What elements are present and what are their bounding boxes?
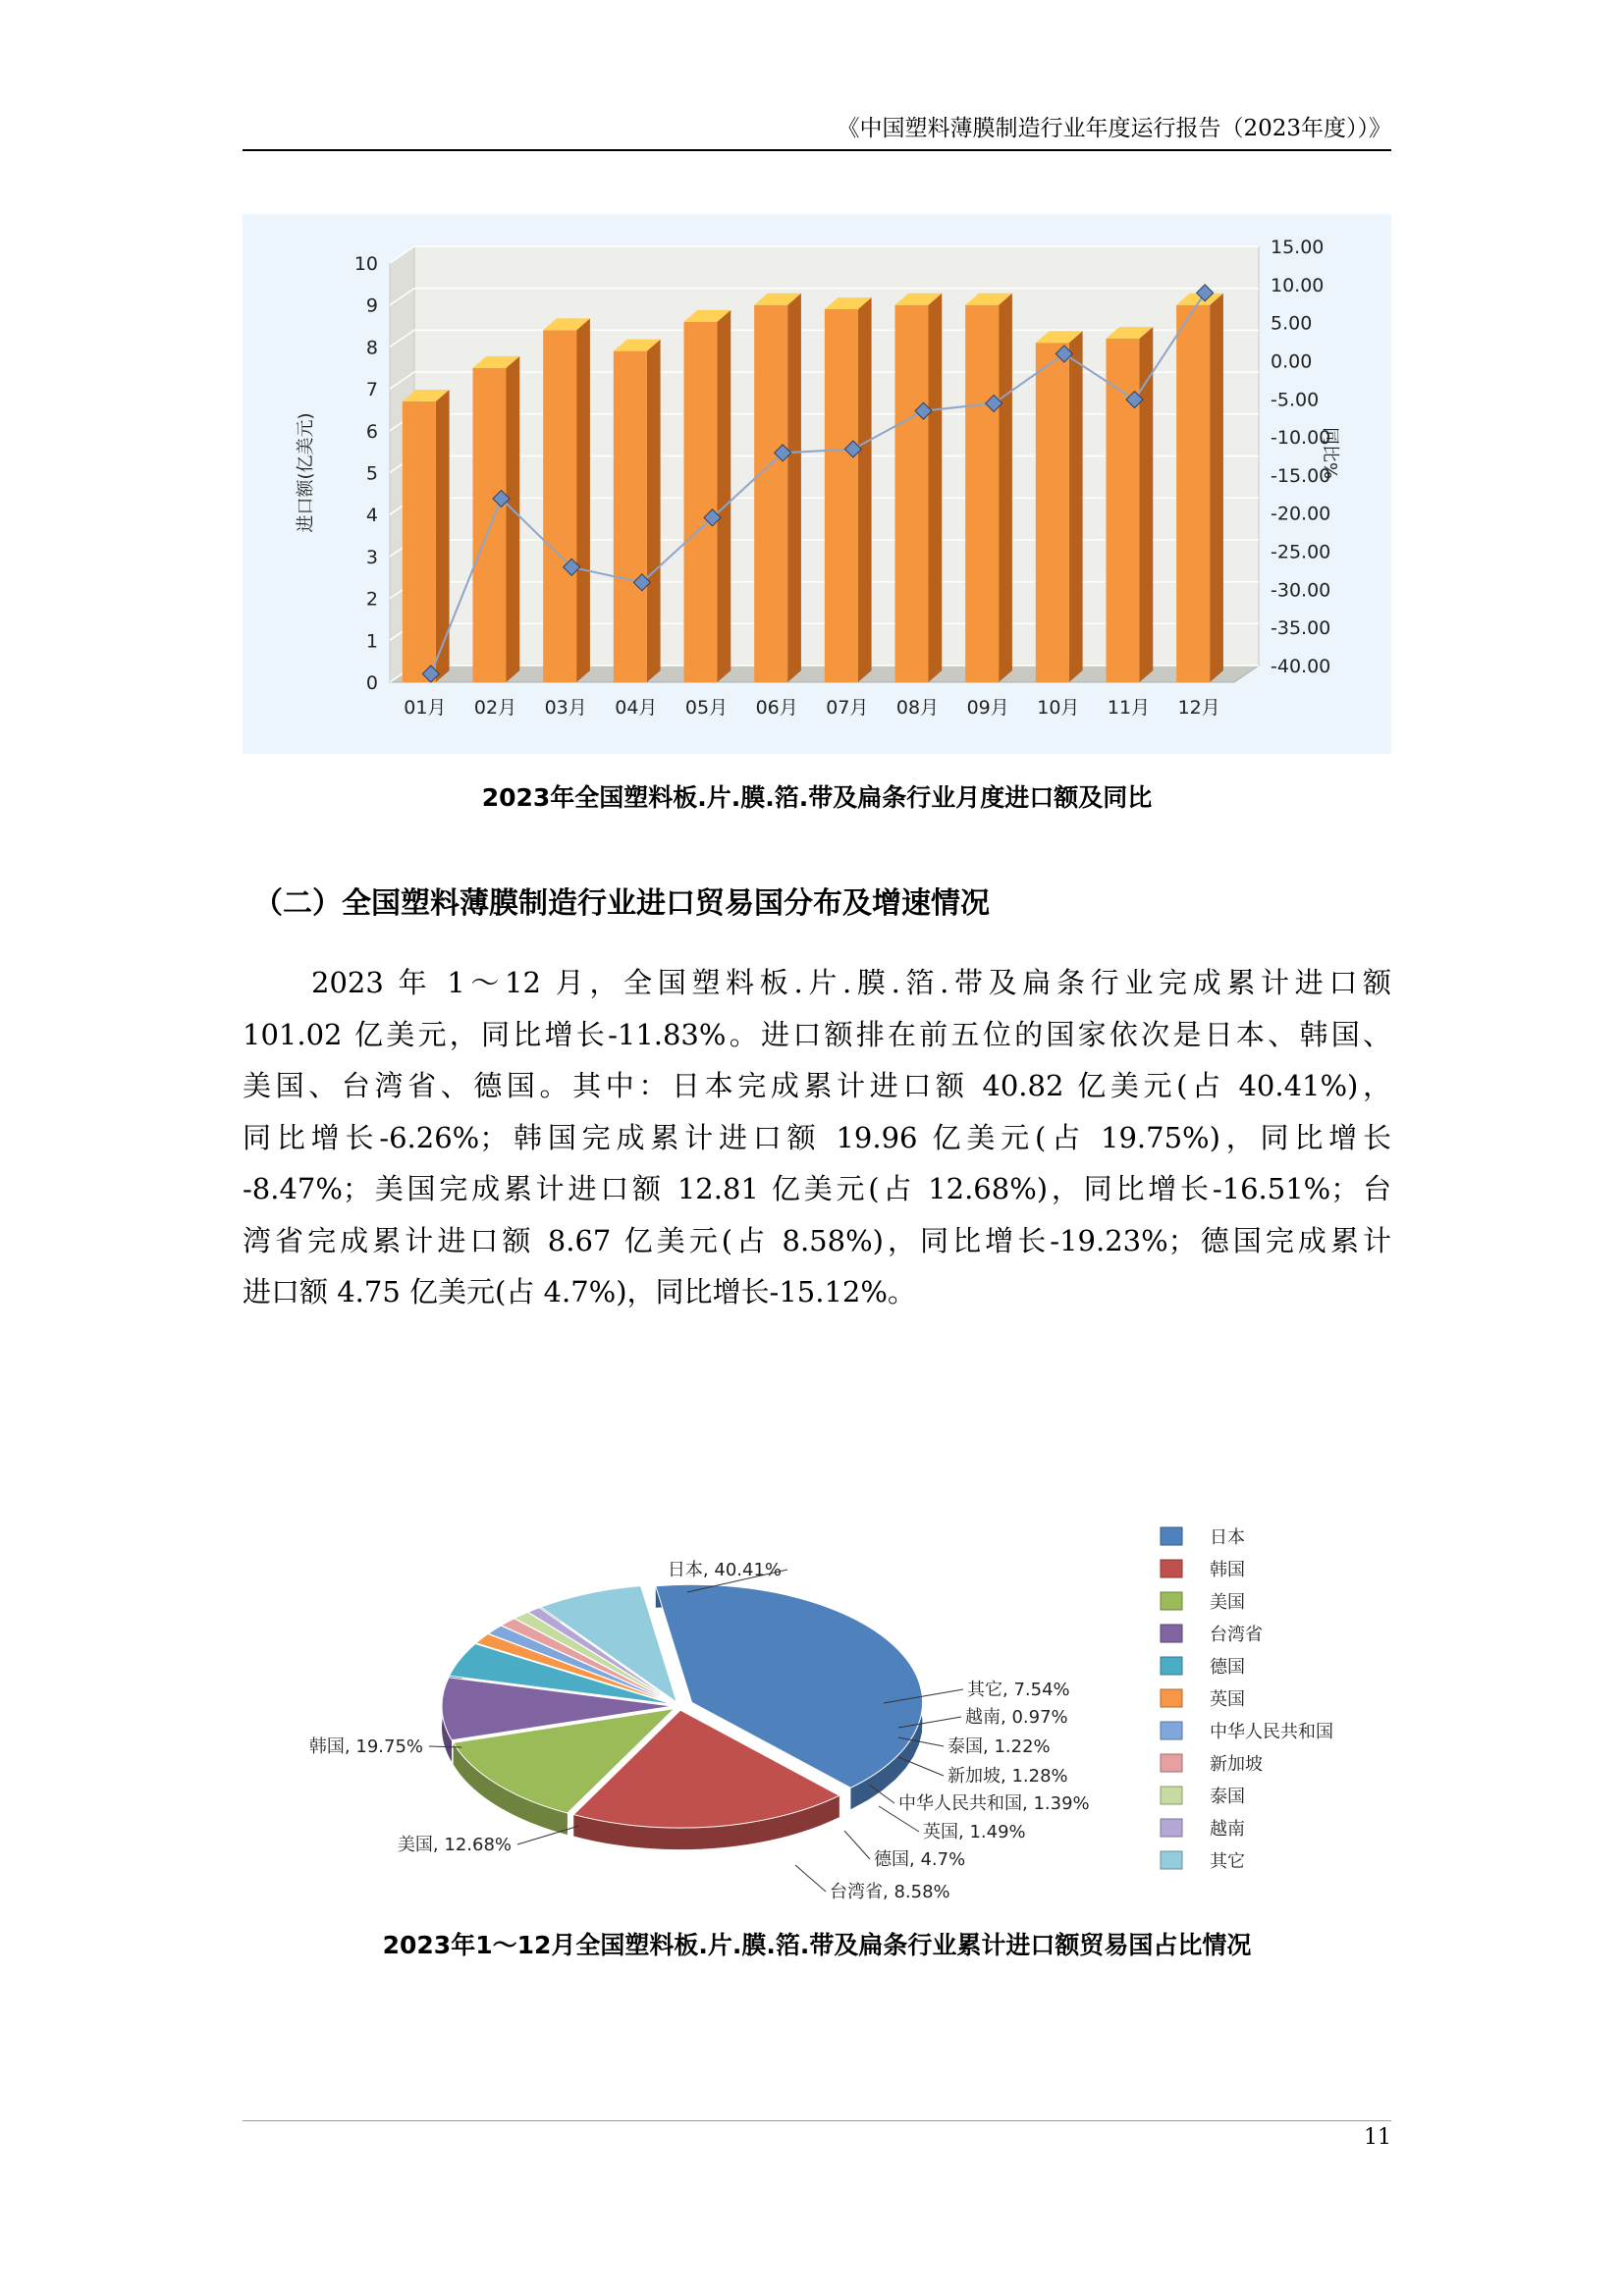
bar <box>1107 327 1154 682</box>
x-tick-label: 12月 <box>1177 697 1220 719</box>
legend-label: 英国 <box>1210 1689 1245 1710</box>
bar <box>403 390 450 682</box>
y-right-tick-label: -25.00 <box>1271 541 1331 563</box>
x-tick-label: 09月 <box>966 697 1009 719</box>
slice-label: 德国, 4.7% <box>874 1849 966 1870</box>
y-right-tick-label: 15.00 <box>1271 237 1325 258</box>
bar-side <box>576 318 590 682</box>
paragraph-line: -8.47%；美国完成累计进口额 12.81 亿美元(占 12.68%)，同比增长-16.51%；台 <box>243 1172 1391 1205</box>
bar-front <box>1107 339 1140 682</box>
y-tick-label: 4 <box>365 505 378 527</box>
slice-label: 越南, 0.97% <box>965 1707 1068 1728</box>
paragraph-line: 湾省完成累计进口额 8.67 亿美元(占 8.58%)，同比增长-19.23%；德国完成累计 <box>243 1223 1391 1257</box>
y-tick-label: 6 <box>365 420 378 443</box>
footer-rule <box>243 2120 1391 2121</box>
x-tick-label: 07月 <box>826 697 869 719</box>
slice-label: 其它, 7.54% <box>967 1680 1070 1700</box>
legend-swatch <box>1161 1819 1182 1837</box>
header-rule <box>243 149 1391 151</box>
legend-label: 新加坡 <box>1210 1754 1263 1775</box>
legend-label: 泰国 <box>1210 1787 1245 1807</box>
slice-label: 新加坡, 1.28% <box>947 1766 1068 1787</box>
y-right-tick-label: -15.00 <box>1271 464 1331 487</box>
bar <box>543 318 590 682</box>
bar-front <box>754 305 787 682</box>
bar <box>473 356 520 682</box>
y-right-tick-label: -40.00 <box>1271 656 1331 677</box>
bar-side <box>507 356 520 682</box>
bar <box>754 294 801 682</box>
bar-front <box>1036 343 1069 682</box>
y-tick-label: 10 <box>353 253 378 275</box>
bar-front <box>1176 305 1210 682</box>
legend-label: 其它 <box>1210 1851 1245 1872</box>
legend-swatch <box>1161 1787 1182 1804</box>
x-tick-label: 05月 <box>684 697 729 719</box>
legend-label: 美国 <box>1210 1592 1245 1613</box>
legend-label: 越南 <box>1210 1819 1245 1840</box>
x-tick-label: 01月 <box>404 697 447 719</box>
bar <box>825 297 872 682</box>
bar <box>614 340 661 682</box>
x-tick-label: 02月 <box>473 697 517 719</box>
bar <box>1176 294 1223 682</box>
paragraph-line: 美国、台湾省、德国。其中：日本完成累计进口额 40.82 亿美元(占 40.41%)， <box>243 1069 1391 1102</box>
body-paragraph <box>243 957 1391 1318</box>
page-number: 11 <box>1364 2125 1391 2150</box>
slice-label: 美国, 12.68% <box>397 1835 512 1855</box>
y-right-tick-label: -30.00 <box>1271 579 1331 602</box>
bar <box>895 294 943 682</box>
monthly-import-chart-svg <box>243 214 1391 754</box>
bar-side <box>1069 331 1083 682</box>
bar-side <box>647 340 661 682</box>
y-right-tick-label: 0.00 <box>1271 350 1313 373</box>
legend-label: 德国 <box>1210 1657 1245 1678</box>
country-share-pie-svg <box>243 1512 1391 1904</box>
slice-label: 中华人民共和国, 1.39% <box>898 1793 1090 1814</box>
y-tick-label: 8 <box>365 337 378 359</box>
legend-swatch <box>1161 1592 1182 1610</box>
slice-label-leader <box>844 1831 870 1859</box>
legend-swatch <box>1161 1851 1182 1869</box>
bar <box>1036 331 1083 682</box>
y-tick-label: 0 <box>365 672 378 694</box>
chart1-caption: 2023年全国塑料板.片.膜.箔.带及扁条行业月度进口额及同比 <box>481 783 1153 812</box>
y-axis-title: 进口额(亿美元) <box>296 412 316 533</box>
bar-side <box>1210 294 1223 682</box>
y-right-tick-label: -10.00 <box>1271 427 1331 450</box>
bar-front <box>543 330 576 682</box>
bar <box>965 294 1012 682</box>
bar-side <box>787 294 801 682</box>
bar-front <box>895 305 929 682</box>
y-right-tick-label: 10.00 <box>1271 274 1325 296</box>
legend-label: 台湾省 <box>1210 1625 1263 1645</box>
legend-swatch <box>1161 1657 1182 1675</box>
paragraph-line: 101.02 亿美元，同比增长-11.83%。进口额排在前五位的国家依次是日本、韩国、 <box>243 1017 1391 1051</box>
legend-label: 日本 <box>1210 1527 1245 1548</box>
legend-swatch <box>1161 1754 1182 1772</box>
chart2-caption: 2023年1～12月全国塑料板.片.膜.箔.带及扁条行业累计进口额贸易国占比情况 <box>382 1931 1252 1959</box>
running-header: 《中国塑料薄膜制造行业年度运行报告（2023年度））》 <box>837 116 1391 141</box>
y-tick-label: 3 <box>365 546 378 568</box>
slice-label: 泰国, 1.22% <box>947 1736 1051 1757</box>
slice-label: 日本, 40.41% <box>667 1560 782 1580</box>
bar <box>684 310 731 682</box>
bar-side <box>999 294 1012 682</box>
y-right-tick-label: -35.00 <box>1271 617 1331 640</box>
y-right-tick-label: 5.00 <box>1271 312 1313 335</box>
bar-front <box>684 322 718 682</box>
paragraph-line: 进口额 4.75 亿美元(占 4.7%)，同比增长-15.12%。 <box>243 1275 916 1308</box>
legend-swatch <box>1161 1722 1182 1739</box>
x-tick-label: 04月 <box>615 697 658 719</box>
paragraph-line: 同比增长-6.26%；韩国完成累计进口额 19.96 亿美元(占 19.75%)，同比增长 <box>243 1120 1391 1154</box>
y-tick-label: 2 <box>365 588 378 611</box>
bar-front <box>825 309 858 682</box>
bar-front <box>473 368 507 682</box>
bar-side <box>718 310 731 682</box>
x-tick-label: 08月 <box>895 697 940 719</box>
legend-swatch <box>1161 1689 1182 1707</box>
monthly-import-chart <box>243 214 1391 754</box>
bar-front <box>614 351 647 682</box>
bar-front <box>965 305 999 682</box>
bar-side <box>929 294 943 682</box>
y-right-tick-label: -20.00 <box>1271 503 1331 525</box>
legend-swatch <box>1161 1527 1182 1545</box>
y-tick-label: 7 <box>365 379 378 401</box>
slice-label: 台湾省, 8.58% <box>830 1882 950 1902</box>
slice-label: 韩国, 19.75% <box>308 1736 423 1757</box>
y-right-axis-title: 同比% <box>1320 426 1340 480</box>
legend-label: 韩国 <box>1210 1560 1245 1580</box>
slice-label: 英国, 1.49% <box>923 1822 1026 1842</box>
bar-front <box>403 401 436 682</box>
bar-side <box>858 297 872 682</box>
legend-swatch <box>1161 1560 1182 1577</box>
y-right-tick-label: -5.00 <box>1271 389 1320 411</box>
country-share-pie-chart <box>243 1512 1391 1904</box>
legend-swatch <box>1161 1625 1182 1642</box>
x-tick-label: 03月 <box>544 697 587 719</box>
y-tick-label: 1 <box>365 630 378 653</box>
section-title: （二）全国塑料薄膜制造行业进口贸易国分布及增速情况 <box>253 886 990 921</box>
x-tick-label: 10月 <box>1037 697 1080 719</box>
x-tick-label: 11月 <box>1107 697 1151 719</box>
x-tick-label: 06月 <box>755 697 798 719</box>
y-tick-label: 9 <box>365 294 378 317</box>
legend-label: 中华人民共和国 <box>1210 1722 1333 1742</box>
paragraph-line: 2023 年 1～12 月，全国塑料板.片.膜.箔.带及扁条行业完成累计进口额 <box>311 966 1391 999</box>
slice-label-leader <box>795 1865 826 1892</box>
bar-side <box>436 390 450 682</box>
y-tick-label: 5 <box>365 462 378 485</box>
